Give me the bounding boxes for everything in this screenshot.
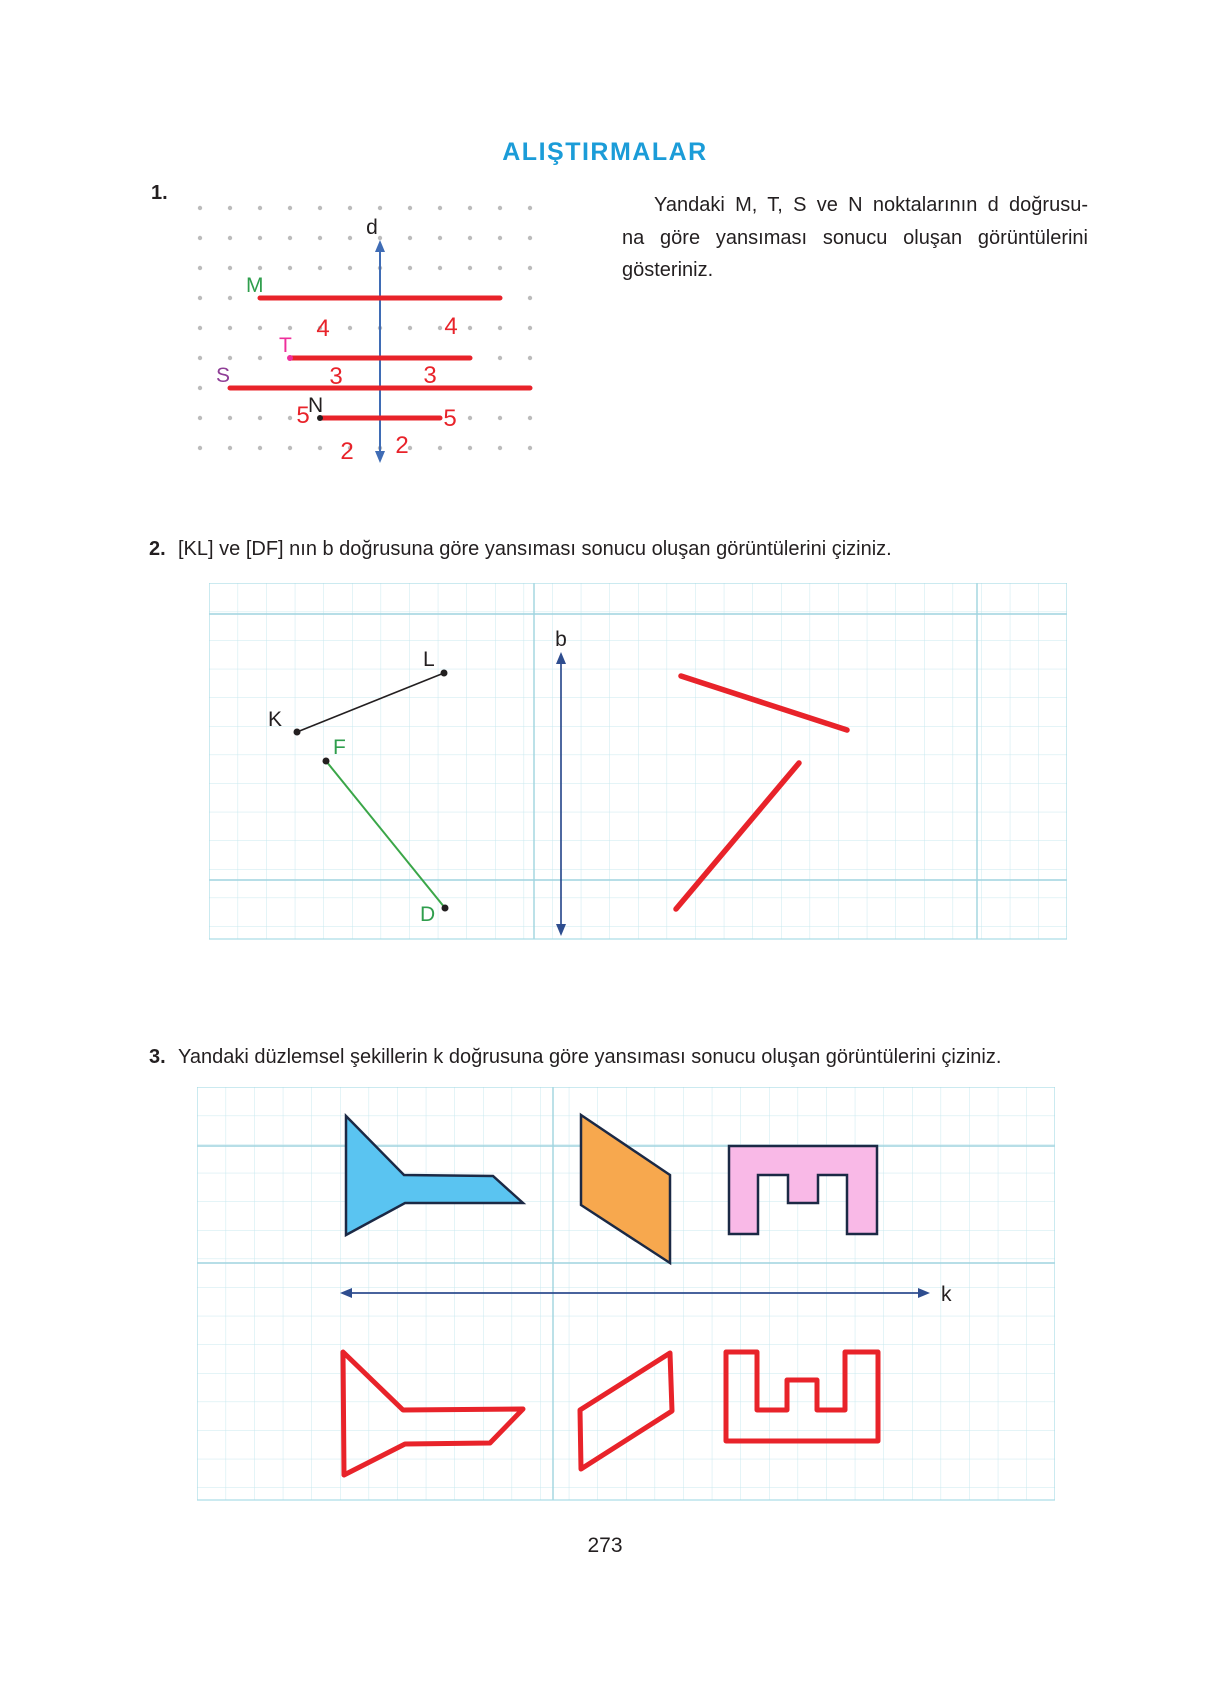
distance-label-4: 4	[316, 315, 330, 342]
graph-paper-grid	[209, 583, 1067, 939]
exercise-3-number: 3.	[149, 1046, 166, 1068]
prompt-line-3: gösteriniz.	[622, 259, 714, 281]
arrow-down-icon	[375, 451, 385, 463]
exercise-1-number: 1.	[151, 182, 168, 204]
arrow-up-icon	[375, 240, 385, 252]
point-M-label: M	[246, 274, 264, 297]
exercise-3-figure	[197, 1087, 1055, 1501]
distance-label-5: 5	[443, 405, 457, 432]
point-K-label: K	[268, 708, 283, 731]
exercise-2-figure	[209, 583, 1067, 940]
line-d-axis	[366, 216, 385, 463]
point-T-label: T	[279, 334, 292, 357]
point-D-label: D	[420, 903, 436, 926]
point-N-label: N	[308, 394, 324, 417]
point-segment-M	[246, 274, 500, 298]
point-segment-N	[308, 394, 440, 421]
exercise-1-figure	[170, 190, 550, 480]
distance-label-3: 3	[423, 362, 437, 389]
exercise-3-prompt: Yandaki düzlemsel şekillerin k doğrusuna göre yansıması sonucu oluşan görüntülerini çiziniz.	[178, 1046, 1002, 1068]
exercise-2-prompt: [KL] ve [DF] nın b doğrusuna göre yansıması sonucu oluşan görüntülerini çiziniz.	[178, 538, 892, 560]
distance-label-5: 5	[296, 402, 310, 429]
page-title: ALIŞTIRMALAR	[502, 138, 708, 166]
distance-label-2: 2	[395, 432, 409, 459]
distance-label-4: 4	[444, 313, 458, 340]
distance-label-3: 3	[329, 363, 343, 390]
exercise-1-prompt	[622, 189, 1088, 287]
page-number: 273	[587, 1534, 623, 1557]
distance-label-2: 2	[340, 438, 354, 465]
point-segment-S	[216, 364, 530, 388]
dot-grid	[198, 206, 532, 450]
line-d-label: d	[366, 216, 378, 239]
line-b-label: b	[555, 628, 567, 651]
exercise-2-number: 2.	[149, 538, 166, 560]
prompt-line-1: Yandaki M, T, S ve N noktalarının d doğrusu-	[654, 194, 1088, 216]
point-F-label: F	[333, 736, 346, 759]
point-L-label: L	[423, 648, 435, 671]
point-S-label: S	[216, 364, 231, 387]
point-segment-T	[279, 334, 470, 361]
prompt-line-2: na göre yansıması sonucu oluşan görüntülerini	[622, 226, 1088, 249]
line-k-label: k	[941, 1283, 952, 1306]
